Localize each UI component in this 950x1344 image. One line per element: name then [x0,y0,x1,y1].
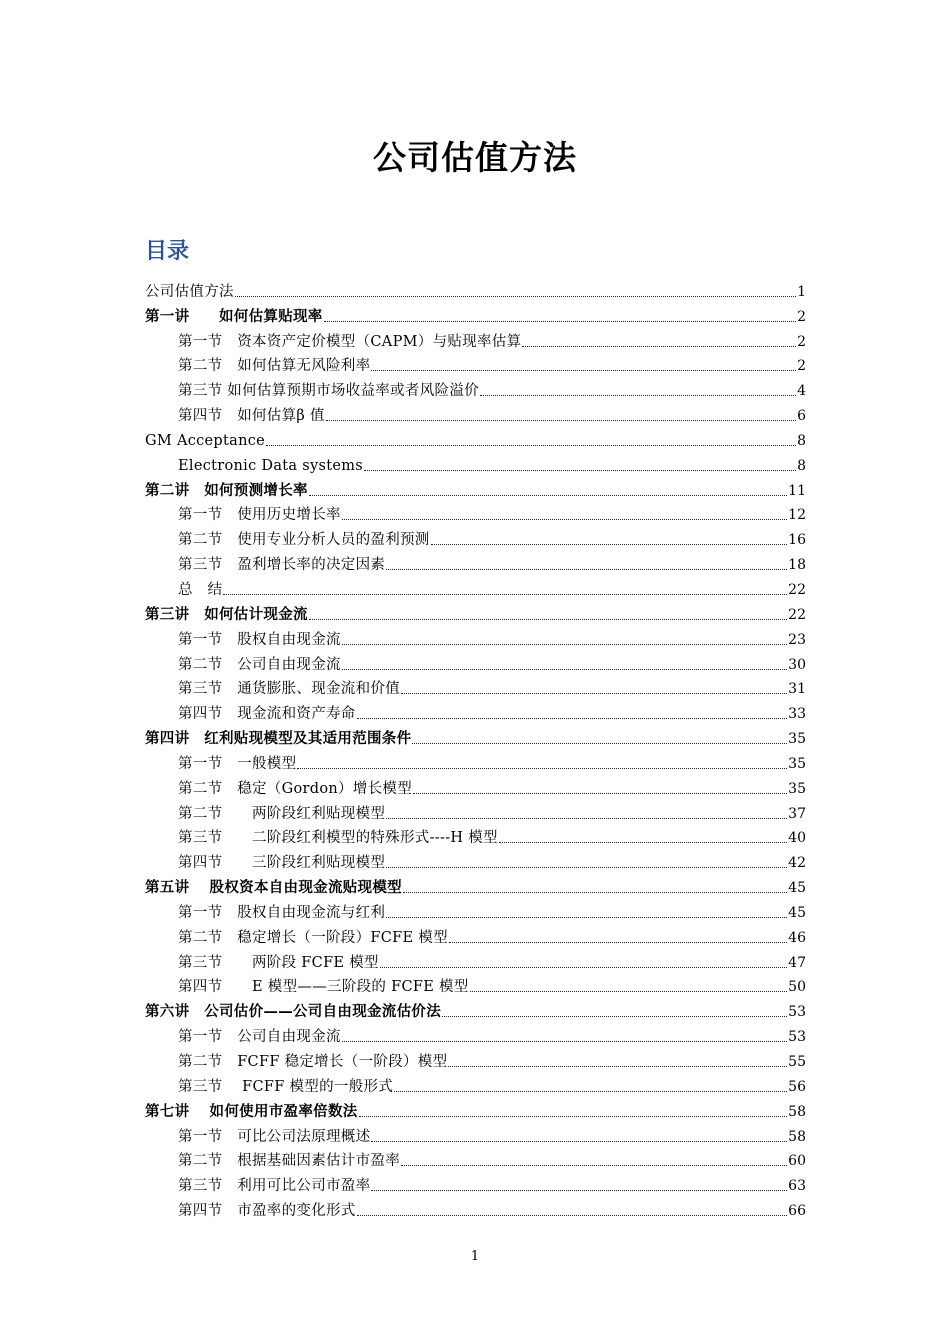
toc-entry-title: 第七讲 如何使用市盈率倍数法 [145,1102,358,1120]
toc-entry-title: Electronic Data systems [178,457,364,474]
toc-entry[interactable] [145,600,806,625]
toc-entry[interactable] [145,1122,806,1147]
toc-entry-title: 第四节 E 模型——三阶段的 FCFE 模型 [178,979,469,996]
toc-entry[interactable] [145,650,806,675]
toc-entry[interactable] [145,525,806,550]
toc-dot-leader [235,296,796,297]
toc-dot-leader [357,718,788,719]
toc-dot-leader [401,1165,787,1166]
toc-entry[interactable] [145,749,806,774]
toc-entry-page: 33 [788,706,806,723]
toc-dot-leader [380,967,787,968]
toc-dot-leader [431,544,788,545]
toc-dot-leader [386,867,787,868]
toc-dot-leader [403,892,787,893]
toc-entry-page: 2 [797,333,806,350]
toc-entry[interactable] [145,724,806,749]
toc-entry-page: 22 [788,606,806,623]
toc-entry-title: 第二节 稳定（Gordon）增长模型 [178,780,412,797]
document-title: 公司估值方法 [373,138,577,177]
toc-entry[interactable] [145,1072,806,1097]
toc-entry-title: 第四讲 红利贴现模型及其适用范围条件 [145,730,412,748]
toc-entry[interactable] [145,675,806,700]
toc-entry[interactable] [145,625,806,650]
toc-entry-title: 第四节 三阶段红利贴现模型 [178,855,386,872]
toc-dot-leader [371,370,796,371]
toc-entry[interactable] [145,1196,806,1221]
toc-entry[interactable] [145,376,806,401]
toc-entry-title: 第一节 公司自由现金流 [178,1029,341,1046]
table-of-contents [145,277,806,1221]
toc-entry[interactable] [145,476,806,501]
toc-entry[interactable] [145,973,806,998]
toc-entry[interactable] [145,327,806,352]
toc-dot-leader [359,1116,788,1117]
toc-entry-page: 2 [797,358,806,375]
toc-entry-page: 45 [788,880,806,897]
toc-dot-leader [309,619,787,620]
toc-entry-title: 第一节 股权自由现金流 [178,631,341,648]
toc-entry-title: 第二节 如何估算无风险利率 [178,358,371,375]
toc-entry[interactable] [145,848,806,873]
toc-entry[interactable] [145,699,806,724]
toc-dot-leader [386,818,787,819]
toc-entry-title: 第三节 盈利增长率的决定因素 [178,557,386,574]
toc-heading: 目录 [145,238,190,264]
toc-entry-page: 40 [788,830,806,847]
toc-entry-title: 第二节 FCFF 稳定增长（一阶段）模型 [178,1054,448,1070]
toc-entry-title: 总 结 [178,581,223,598]
page-number: 1 [470,1249,480,1264]
toc-entry-page: 16 [788,532,806,549]
toc-entry-page: 60 [788,1153,806,1170]
toc-entry-page: 31 [788,681,806,698]
toc-entry-page: 58 [788,1103,806,1120]
toc-entry-page: 22 [788,581,806,598]
toc-dot-leader [371,1141,787,1142]
toc-entry-title: 第三节 如何估算预期市场收益率或者风险溢价 [178,383,479,400]
toc-entry-title: 第五讲 股权资本自由现金流贴现模型 [145,879,402,897]
toc-entry[interactable] [145,575,806,600]
toc-dot-leader [480,395,796,396]
toc-dot-leader [324,321,796,322]
toc-entry[interactable] [145,451,806,476]
toc-entry-page: 4 [797,383,806,400]
toc-entry-title: 第二节 稳定增长（一阶段）FCFE 模型 [178,929,448,946]
toc-entry[interactable] [145,302,806,327]
toc-dot-leader [364,470,796,471]
toc-entry-page: 66 [788,1203,806,1220]
toc-entry-page: 56 [788,1078,806,1095]
toc-entry[interactable] [145,352,806,377]
toc-dot-leader [442,1016,787,1017]
toc-dot-leader [297,768,787,769]
toc-entry-title: 第一讲 如何估算贴现率 [145,307,323,325]
toc-dot-leader [342,669,787,670]
toc-entry[interactable] [145,774,806,799]
toc-entry[interactable] [145,426,806,451]
toc-entry-page: 11 [788,482,806,499]
toc-entry[interactable] [145,1022,806,1047]
toc-entry[interactable] [145,1171,806,1196]
toc-entry[interactable] [145,799,806,824]
toc-entry-title: 第二节 使用专业分析人员的盈利预测 [178,532,430,549]
toc-dot-leader [386,917,787,918]
toc-entry-title: 第三节 利用可比公司市盈率 [178,1178,371,1195]
toc-entry-title: 第一节 可比公司法原理概述 [178,1128,371,1145]
toc-entry-title: 第二节 根据基础因素估计市盈率 [178,1153,400,1170]
toc-entry-page: 53 [788,1004,806,1021]
toc-entry-title: 第一节 资本资产定价模型（CAPM）与贴现率估算 [178,333,522,350]
toc-dot-leader [412,743,787,744]
toc-entry-title: 第二讲 如何预测增长率 [145,481,308,499]
toc-entry-page: 8 [797,457,806,474]
toc-entry-page: 58 [788,1128,806,1145]
toc-entry-page: 47 [788,954,806,971]
toc-entry-title: 第一节 使用历史增长率 [178,507,341,524]
toc-entry[interactable] [145,1147,806,1172]
toc-entry-title: 第一节 一般模型 [178,755,297,772]
toc-entry-page: 30 [788,656,806,673]
toc-entry-title: GM Acceptance [145,432,266,449]
toc-dot-leader [499,842,787,843]
toc-entry-page: 42 [788,855,806,872]
toc-entry[interactable] [145,923,806,948]
toc-entry-page: 35 [788,755,806,772]
toc-dot-leader [342,644,787,645]
toc-entry[interactable] [145,873,806,898]
toc-entry[interactable] [145,550,806,575]
toc-entry-title: 第三节 二阶段红利模型的特殊形式----H 模型 [178,830,498,847]
toc-dot-leader [357,1215,788,1216]
toc-entry-page: 6 [797,408,806,425]
toc-dot-leader [401,693,787,694]
toc-entry[interactable] [145,501,806,526]
toc-entry-page: 37 [788,805,806,822]
toc-dot-leader [448,1066,787,1067]
toc-dot-leader [371,1190,787,1191]
toc-dot-leader [522,346,796,347]
toc-dot-leader [386,569,787,570]
toc-entry[interactable] [145,277,806,302]
toc-dot-leader [326,420,796,421]
toc-entry-page: 35 [788,731,806,748]
toc-entry-page: 45 [788,904,806,921]
toc-dot-leader [394,1091,787,1092]
toc-entry[interactable] [145,1097,806,1122]
toc-entry-page: 12 [788,507,806,524]
toc-entry-page: 55 [788,1054,806,1070]
toc-entry-page: 1 [797,283,806,300]
toc-entry-page: 63 [788,1178,806,1195]
toc-dot-leader [309,495,787,496]
toc-entry-title: 第四节 现金流和资产寿命 [178,706,356,723]
toc-entry-title: 第三节 FCFF 模型的一般形式 [178,1078,394,1095]
toc-entry-title: 公司估值方法 [145,283,234,300]
toc-dot-leader [342,1041,787,1042]
toc-entry-title: 第二节 公司自由现金流 [178,656,341,673]
toc-dot-leader [223,594,787,595]
toc-dot-leader [342,519,787,520]
toc-entry[interactable] [145,824,806,849]
toc-entry-title: 第四节 如何估算β 值 [178,408,325,425]
toc-entry-page: 8 [797,432,806,449]
toc-entry-page: 35 [788,780,806,797]
toc-entry-page: 46 [788,929,806,946]
toc-entry-title: 第二节 两阶段红利贴现模型 [178,805,386,822]
toc-entry-title: 第四节 市盈率的变化形式 [178,1203,356,1220]
toc-entry-title: 第三节 两阶段 FCFE 模型 [178,954,379,971]
toc-entry[interactable] [145,1047,806,1072]
toc-dot-leader [449,942,787,943]
toc-entry-title: 第三讲 如何估计现金流 [145,605,308,623]
toc-entry-page: 53 [788,1029,806,1046]
toc-entry[interactable] [145,997,806,1022]
toc-entry-title: 第三节 通货膨胀、现金流和价值 [178,681,400,698]
toc-dot-leader [470,991,788,992]
toc-entry-title: 第六讲 公司估价——公司自由现金流估价法 [145,1003,441,1021]
toc-entry[interactable] [145,898,806,923]
toc-entry-page: 18 [788,557,806,574]
toc-entry-page: 23 [788,631,806,648]
toc-entry-page: 2 [797,308,806,325]
toc-entry[interactable] [145,401,806,426]
toc-entry-title: 第一节 股权自由现金流与红利 [178,904,386,921]
toc-entry[interactable] [145,948,806,973]
toc-dot-leader [413,793,787,794]
toc-entry-page: 50 [788,979,806,996]
toc-dot-leader [266,445,796,446]
